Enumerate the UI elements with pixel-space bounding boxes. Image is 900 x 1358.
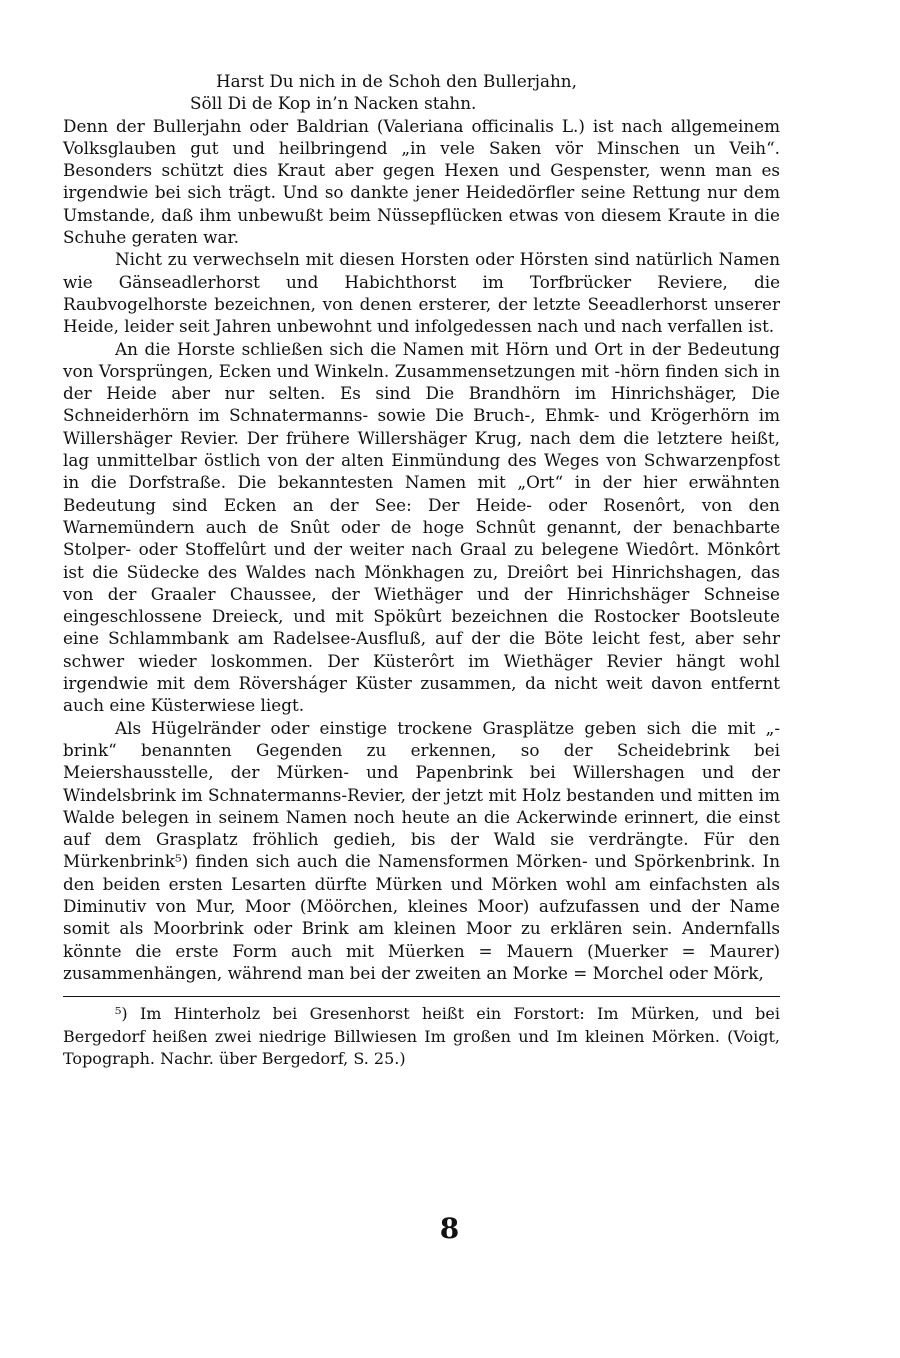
footnote-divider bbox=[63, 996, 780, 997]
paragraph-bullerjahn: Denn der Bullerjahn oder Baldrian (Valeriana officinalis L.) ist nach allgemeinem Volksglauben gut und heilbringend „in vele Saken vör Minschen un Veih“. Besonders schützt dies Kraut aber gegen Hexen und Gespenster, wenn man es irgendwie bei sich trägt. Und so dankte jener Heidedörfler seine Rettung nur dem Umstande, daß ihm unbewußt beim Nüssepflücken etwas von diesem Kraute in die Schuhe geraten war. bbox=[63, 115, 780, 248]
verse-quote bbox=[63, 70, 780, 115]
page-number: 8 bbox=[439, 1212, 461, 1245]
footnote-5: ⁵) Im Hinterholz bei Gresenhorst heißt ein Forstort: Im Mürken, und bei Bergedorf heißen zwei niedrige Billwiesen Im großen und Im kleinen Mörken. (Voigt, Topograph. Nachr. über Bergedorf, S. 25.) bbox=[63, 1004, 780, 1069]
paragraph-horste: Nicht zu verwechseln mit diesen Horsten oder Hörsten sind natürlich Namen wie Gänseadlerhorst und Habichthorst im Torfbrücker Reviere, die Raubvogelhorste bezeichnen, von denen ersterer, der letzte Seeadlerhorst unserer Heide, leider seit Jahren unbewohnt und infolgedessen nach und nach verfallen ist. bbox=[63, 249, 780, 337]
paragraph-hoern-ort: An die Horste schließen sich die Namen mit Hörn und Ort in der Bedeutung von Vorsprüngen, Ecken und Winkeln. Zusammensetzungen mit -hörn finden sich in der Heide aber nur selten. Es sind Die Brandhörn im Hinrichshäger, Die Schneiderhörn im Schnatermanns- sowie Die Bruch-, Ehmk- und Krögerhörn im Willershäger Revier. Der frühere Willershäger Krug, nach dem die letztere heißt, lag unmittelbar östlich von der alten Einmündung des Weges von Schwarzenpfost in die Dorfstraße. Die bekanntesten Namen mit „Ort“ in der hier erwähnten Bedeutung sind Ecken an der See: Der Heide- oder Rosenôrt, von den Warnemündern auch de Snût oder de hoge Schnût genannt, der benachbarte Stolper- oder Stoffelûrt und der weiter nach Graal zu belegene Wiedôrt. Mönkôrt ist die Südecke des Waldes nach Mönkhagen zu, Dreiôrt bei Hinrichshagen, das von der Graaler Chaussee, der Wiethäger und der Hinrichshäger Schneise eingeschlossene Dreieck, und mit Spökûrt bezeichnen die Rostocker Bootsleute eine Schlammbank am Radelsee-Ausfluß, auf der die Böte leicht fest, aber sehr schwer wieder loskommen. Der Küsterôrt im Wiethäger Revier hängt wohl irgendwie mit dem Röversháger Küster zusammen, da nicht weit davon entfernt auch eine Küsterwiese liegt. bbox=[63, 338, 780, 716]
verse-line-1: Harst Du nich in de Schoh den Bullerjahn, bbox=[216, 71, 577, 91]
paragraph-brink: Als Hügelränder oder einstige trockene Grasplätze geben sich die mit „-brink“ benannten Gegenden zu erkennen, so der Scheidebrink bei Meiershausstelle, der Mürken- und Papenbrink bei Willershagen und der Windelsbrink im Schnatermanns-Revier, der jetzt mit Holz bestanden und mitten im Walde belegen in seinem Namen noch heute an die Ackerwinde erinnert, die einst auf dem Grasplatz fröhlich gedieh, bis der Wald sie verdrängte. Für den Mürkenbrink⁵) finden sich auch die Namensformen Mörken- und Spörkenbrink. In den beiden ersten Lesarten dürfte Mürken und Mörken wohl am einfachsten als Diminutiv von Mur, Moor (Möörchen, kleines Moor) aufzufassen und der Name somit als Moorbrink oder Brink am kleinen Moor zu erklären sein. Andernfalls könnte die erste Form auch mit Müerken = Mauern (Muerker = Maurer) zusammenhängen, während man bei der zweiten an Morke = Morchel oder Mörk, bbox=[63, 717, 780, 983]
verse-line-2: Söll Di de Kop in’n Nacken stahn. bbox=[190, 93, 477, 114]
